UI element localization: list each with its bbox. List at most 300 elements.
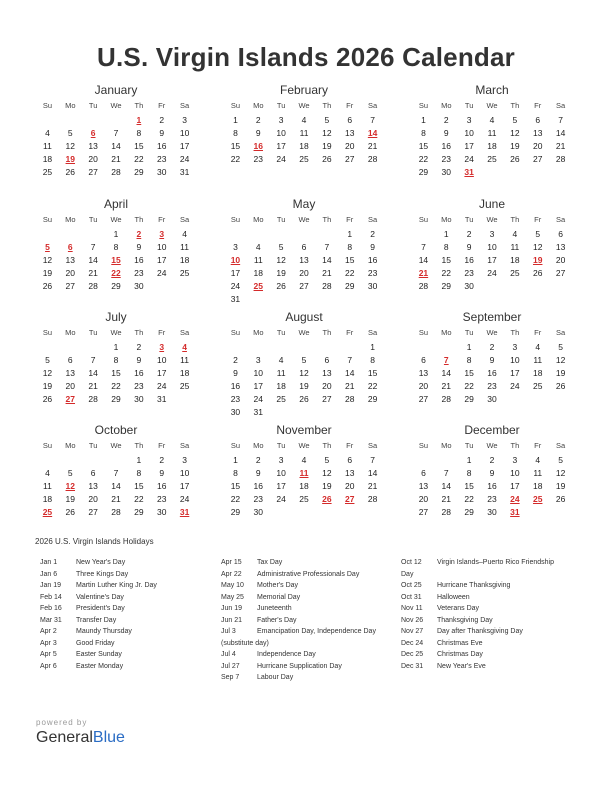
weekday-label: Su	[230, 328, 241, 337]
empty-cell	[526, 166, 549, 179]
day-cell: 31	[230, 294, 241, 304]
day-cell: 26	[510, 154, 520, 164]
empty-cell	[549, 166, 572, 179]
day-cell: 14	[555, 128, 566, 138]
empty-cell	[526, 280, 549, 293]
day-cell: 23	[487, 381, 497, 391]
month-september	[412, 309, 572, 406]
holiday-name: Christmas Eve	[437, 639, 483, 647]
holiday-name: Administrative Professionals Day	[257, 570, 360, 578]
day-cell: 21	[344, 381, 355, 391]
month-name: November	[276, 423, 332, 437]
holiday-day-cell: 27	[65, 394, 76, 404]
month-may	[224, 196, 384, 306]
day-cell: 12	[42, 368, 53, 378]
month-july	[36, 309, 196, 406]
day-cell: 28	[88, 281, 98, 291]
weekday-header	[224, 212, 384, 228]
holiday-day-cell: 31	[179, 507, 190, 517]
holiday-day-cell: 31	[510, 507, 520, 517]
day-cell: 14	[88, 368, 98, 378]
week-row	[224, 354, 384, 367]
weekday-label: We	[110, 328, 122, 337]
weekday-label: Th	[322, 441, 332, 450]
empty-cell	[82, 114, 105, 127]
day-cell: 12	[322, 468, 332, 478]
day-cell: 20	[418, 494, 429, 504]
holiday-name: Christmas Day	[437, 651, 483, 658]
week-row	[36, 140, 196, 153]
day-cell: 17	[179, 481, 190, 491]
holiday-date: Apr 2	[40, 628, 57, 635]
day-cell: 11	[180, 242, 189, 252]
empty-cell	[150, 280, 173, 293]
day-cell: 28	[441, 507, 452, 517]
day-cell: 19	[555, 368, 566, 378]
day-cell: 21	[111, 494, 121, 504]
weekday-label: Fr	[534, 441, 542, 450]
weekday-label: Mo	[253, 328, 264, 337]
day-cell: 8	[136, 468, 142, 478]
day-cell: 11	[253, 255, 263, 265]
weekday-header	[36, 98, 196, 114]
holiday-date: Feb 16	[40, 605, 62, 612]
day-cell: 7	[113, 128, 119, 138]
holiday-name: Memorial Day	[257, 593, 301, 601]
day-cell: 21	[88, 381, 98, 391]
day-cell: 24	[276, 494, 286, 504]
holiday-day-cell: 19	[532, 255, 543, 265]
holiday-name: Easter Sunday	[76, 651, 122, 658]
day-cell: 15	[464, 368, 474, 378]
day-cell: 17	[156, 368, 167, 378]
day-cell: 4	[278, 355, 284, 365]
empty-cell	[503, 166, 526, 179]
weekday-label: Th	[510, 215, 520, 224]
day-cell: 4	[45, 468, 50, 478]
week-row	[412, 493, 572, 506]
day-cell: 13	[322, 368, 332, 378]
day-cell: 16	[230, 381, 241, 391]
day-cell: 16	[134, 255, 144, 265]
day-cell: 1	[113, 229, 119, 239]
day-cell: 11	[43, 481, 52, 491]
day-cell: 2	[489, 342, 495, 352]
week-row	[224, 454, 384, 467]
day-cell: 3	[489, 229, 495, 239]
holiday-day-cell: 15	[111, 255, 121, 265]
weekday-label: Sa	[555, 441, 566, 450]
day-cell: 5	[67, 468, 73, 478]
day-cell: 25	[487, 154, 497, 164]
empty-cell	[435, 341, 458, 354]
week-row	[412, 267, 572, 280]
day-cell: 14	[344, 368, 355, 378]
day-cell: 22	[134, 494, 144, 504]
day-cell: 30	[487, 394, 497, 404]
empty-cell	[293, 228, 316, 241]
day-cell: 7	[90, 355, 96, 365]
day-cell: 9	[159, 468, 165, 478]
weekday-label: We	[110, 101, 122, 110]
day-cell: 19	[42, 268, 53, 278]
day-cell: 19	[65, 494, 76, 504]
day-cell: 13	[344, 468, 355, 478]
weekday-label: Th	[322, 215, 332, 224]
day-cell: 5	[558, 455, 563, 465]
holiday-day-cell: 10	[230, 255, 241, 265]
day-cell: 20	[322, 381, 332, 391]
holiday-date: Jun 21	[221, 616, 243, 624]
week-row	[224, 267, 384, 280]
holiday-date: Feb 14	[40, 593, 62, 601]
day-cell: 1	[466, 455, 472, 465]
day-cell: 17	[464, 141, 474, 151]
empty-cell	[224, 228, 247, 241]
day-cell: 27	[555, 268, 566, 278]
empty-cell	[412, 228, 435, 241]
weekday-label: Fr	[346, 441, 354, 450]
day-cell: 5	[45, 355, 50, 365]
week-row	[36, 354, 196, 367]
day-cell: 23	[156, 494, 167, 504]
weekday-label: Sa	[367, 328, 378, 337]
empty-cell	[105, 454, 128, 467]
brand-blue: Blue	[92, 729, 125, 746]
day-cell: 31	[156, 394, 167, 404]
day-cell: 13	[555, 242, 566, 252]
week-row	[412, 127, 572, 140]
day-cell: 14	[88, 255, 98, 265]
day-cell: 10	[464, 128, 474, 138]
week-row	[36, 280, 196, 293]
week-row	[412, 367, 572, 380]
empty-cell	[36, 114, 59, 127]
day-cell: 24	[156, 268, 167, 278]
weekday-label: We	[486, 328, 498, 337]
day-cell: 2	[370, 229, 375, 239]
holiday-date: Oct 12	[401, 559, 422, 566]
day-cell: 3	[512, 342, 518, 352]
holiday-date: Dec 31	[401, 662, 424, 670]
holiday-column	[221, 557, 401, 684]
week-row	[36, 267, 196, 280]
month-april	[36, 196, 196, 293]
day-cell: 6	[535, 115, 541, 125]
day-cell: 23	[156, 154, 167, 164]
day-cell: 12	[532, 242, 543, 252]
holiday-day-cell: 1	[136, 115, 142, 125]
day-cell: 26	[532, 268, 543, 278]
weekday-label: Tu	[88, 215, 98, 224]
day-cell: 18	[532, 481, 543, 491]
day-cell: 29	[367, 394, 378, 404]
day-cell: 15	[367, 368, 378, 378]
empty-cell	[270, 506, 293, 519]
weekday-label: Su	[230, 215, 241, 224]
empty-cell	[36, 228, 59, 241]
day-cell: 19	[299, 381, 309, 391]
day-cell: 5	[67, 128, 73, 138]
empty-cell	[338, 293, 361, 306]
empty-cell	[293, 506, 316, 519]
day-cell: 1	[233, 115, 238, 125]
day-cell: 16	[156, 141, 167, 151]
day-cell: 22	[418, 154, 429, 164]
day-cell: 9	[136, 242, 142, 252]
holiday-item	[40, 615, 220, 627]
day-cell: 17	[230, 268, 241, 278]
day-cell: 26	[322, 154, 332, 164]
holiday-day-cell: 26	[322, 494, 332, 504]
empty-cell	[315, 506, 338, 519]
day-cell: 13	[88, 141, 98, 151]
weekday-label: Tu	[276, 441, 286, 450]
day-cell: 11	[533, 355, 543, 365]
holiday-name: Father's Day	[257, 616, 297, 624]
day-cell: 20	[532, 141, 543, 151]
holiday-name: Day after Thanksgiving Day	[437, 628, 523, 635]
day-cell: 8	[370, 355, 375, 365]
powered-by-text: powered by	[36, 718, 88, 727]
weekday-label: Mo	[65, 101, 76, 110]
day-cell: 13	[65, 368, 76, 378]
footer	[36, 718, 125, 747]
day-cell: 16	[441, 141, 452, 151]
day-cell: 29	[464, 507, 474, 517]
day-cell: 28	[555, 154, 566, 164]
weekday-label: Mo	[65, 441, 76, 450]
holiday-name: Thanksgiving Day	[437, 616, 493, 624]
holiday-item	[221, 672, 401, 684]
holiday-name: Halloween	[437, 593, 470, 601]
day-cell: 5	[512, 115, 518, 125]
empty-cell	[36, 341, 59, 354]
empty-cell	[247, 293, 270, 306]
holiday-day-cell: 24	[510, 494, 520, 504]
day-cell: 25	[299, 494, 309, 504]
day-cell: 15	[441, 255, 452, 265]
day-cell: 1	[136, 455, 142, 465]
holiday-date: Apr 3	[40, 639, 57, 647]
day-cell: 24	[179, 494, 190, 504]
holiday-day-cell: 4	[182, 342, 187, 352]
empty-cell	[315, 406, 338, 419]
day-cell: 30	[253, 507, 264, 517]
month-name: June	[478, 197, 506, 211]
day-cell: 22	[230, 494, 241, 504]
weekday-header	[412, 212, 572, 228]
holiday-item	[401, 626, 581, 638]
day-cell: 13	[418, 368, 429, 378]
week-row	[224, 480, 384, 493]
day-cell: 10	[276, 128, 286, 138]
day-cell: 3	[233, 242, 238, 252]
day-cell: 5	[324, 115, 330, 125]
day-cell: 14	[322, 255, 332, 265]
day-cell: 14	[367, 468, 378, 478]
day-cell: 28	[367, 494, 378, 504]
day-cell: 11	[299, 128, 309, 138]
day-cell: 26	[42, 281, 53, 291]
holiday-date: Sep 7	[221, 674, 240, 681]
day-cell: 19	[322, 141, 332, 151]
holiday-item	[221, 649, 401, 661]
month-august	[224, 309, 384, 419]
day-cell: 23	[441, 154, 452, 164]
holiday-date: Jan 19	[40, 582, 62, 589]
day-cell: 28	[344, 394, 355, 404]
day-cell: 29	[111, 281, 121, 291]
weekday-label: Sa	[179, 328, 190, 337]
day-cell: 29	[464, 394, 474, 404]
empty-cell	[549, 506, 572, 519]
holiday-name: Independence Day	[257, 651, 316, 658]
day-cell: 19	[510, 141, 520, 151]
weekday-label: Su	[42, 441, 53, 450]
day-cell: 28	[441, 394, 452, 404]
day-cell: 1	[466, 342, 472, 352]
empty-cell	[293, 293, 316, 306]
day-cell: 9	[233, 368, 238, 378]
day-cell: 17	[487, 255, 497, 265]
holiday-date: Jan 1	[40, 559, 58, 566]
holiday-date: Dec 25	[401, 651, 424, 658]
day-cell: 26	[65, 507, 76, 517]
week-row	[224, 406, 384, 419]
holiday-item	[401, 638, 581, 650]
week-row	[412, 166, 572, 179]
day-cell: 1	[347, 229, 353, 239]
day-cell: 5	[558, 342, 563, 352]
weekday-label: Fr	[158, 441, 166, 450]
holiday-item	[401, 592, 581, 604]
empty-cell	[59, 228, 82, 241]
week-row	[36, 341, 196, 354]
week-row	[36, 493, 196, 506]
holiday-date: Jan 6	[40, 570, 58, 578]
day-cell: 4	[182, 229, 187, 239]
weekday-label: Th	[134, 328, 144, 337]
empty-cell	[105, 114, 128, 127]
day-cell: 30	[230, 407, 241, 417]
day-cell: 8	[113, 355, 119, 365]
empty-cell	[173, 280, 196, 293]
day-cell: 7	[370, 455, 375, 465]
day-cell: 17	[156, 255, 167, 265]
holiday-day-cell: 5	[45, 242, 50, 252]
day-cell: 5	[301, 355, 307, 365]
weekday-label: Su	[418, 101, 429, 110]
day-cell: 8	[466, 355, 472, 365]
weekday-label: Tu	[88, 441, 98, 450]
day-cell: 22	[134, 154, 144, 164]
day-cell: 15	[230, 481, 241, 491]
holiday-item	[221, 569, 401, 581]
week-row	[412, 140, 572, 153]
day-cell: 18	[179, 255, 190, 265]
holiday-date: Nov 11	[401, 605, 423, 612]
weekday-label: We	[110, 215, 122, 224]
weekday-label: Fr	[158, 215, 166, 224]
empty-cell	[503, 393, 526, 406]
weekday-label: Th	[134, 441, 144, 450]
day-cell: 25	[299, 154, 309, 164]
month-name: March	[475, 83, 509, 97]
holiday-item	[40, 592, 220, 604]
day-cell: 23	[230, 394, 241, 404]
weekday-header	[36, 438, 196, 454]
week-row	[36, 380, 196, 393]
day-cell: 7	[90, 242, 96, 252]
holiday-item	[401, 569, 581, 581]
day-cell: 6	[421, 468, 426, 478]
day-cell: 1	[233, 455, 238, 465]
weekday-label: Mo	[441, 328, 452, 337]
empty-cell	[315, 293, 338, 306]
holiday-date: Nov 26	[401, 616, 424, 624]
weekday-label: Sa	[555, 101, 566, 110]
day-cell: 12	[65, 141, 76, 151]
day-cell: 21	[367, 481, 378, 491]
day-cell: 8	[466, 468, 472, 478]
month-name: February	[279, 83, 329, 97]
holiday-day-cell: 16	[253, 141, 264, 151]
holiday-day-cell: 14	[367, 128, 378, 138]
weekday-label: Sa	[179, 101, 190, 110]
day-cell: 15	[134, 141, 144, 151]
week-row	[224, 493, 384, 506]
weekday-label: Mo	[253, 215, 264, 224]
holiday-day-cell: 6	[90, 128, 96, 138]
empty-cell	[59, 341, 82, 354]
weekday-label: Mo	[441, 101, 452, 110]
day-cell: 25	[179, 381, 190, 391]
day-cell: 10	[179, 128, 190, 138]
weekday-label: We	[298, 441, 310, 450]
day-cell: 9	[255, 468, 261, 478]
day-cell: 5	[278, 242, 284, 252]
holiday-name: Good Friday	[76, 639, 115, 647]
day-cell: 21	[555, 141, 566, 151]
day-cell: 20	[344, 141, 355, 151]
holiday-date: Jul 27	[221, 662, 240, 670]
week-row	[412, 341, 572, 354]
empty-cell	[549, 280, 572, 293]
day-cell: 30	[441, 167, 452, 177]
holiday-item	[40, 569, 220, 581]
weekday-label: Sa	[367, 101, 378, 110]
day-cell: 18	[42, 494, 53, 504]
day-cell: 11	[487, 128, 497, 138]
day-cell: 3	[466, 115, 472, 125]
holiday-date: Jun 19	[221, 605, 243, 612]
day-cell: 31	[253, 407, 264, 417]
weekday-label: Sa	[179, 441, 190, 450]
holiday-name: Emancipation Day, Independence Day	[257, 628, 376, 635]
weekday-label: Su	[418, 441, 429, 450]
empty-cell	[270, 341, 293, 354]
week-row	[412, 241, 572, 254]
day-cell: 23	[487, 494, 497, 504]
holiday-date: Nov 27	[401, 628, 424, 635]
week-row	[412, 114, 572, 127]
week-row	[412, 506, 572, 519]
day-cell: 9	[136, 355, 142, 365]
month-december	[412, 422, 572, 519]
week-row	[224, 153, 384, 166]
weekday-label: We	[486, 101, 498, 110]
